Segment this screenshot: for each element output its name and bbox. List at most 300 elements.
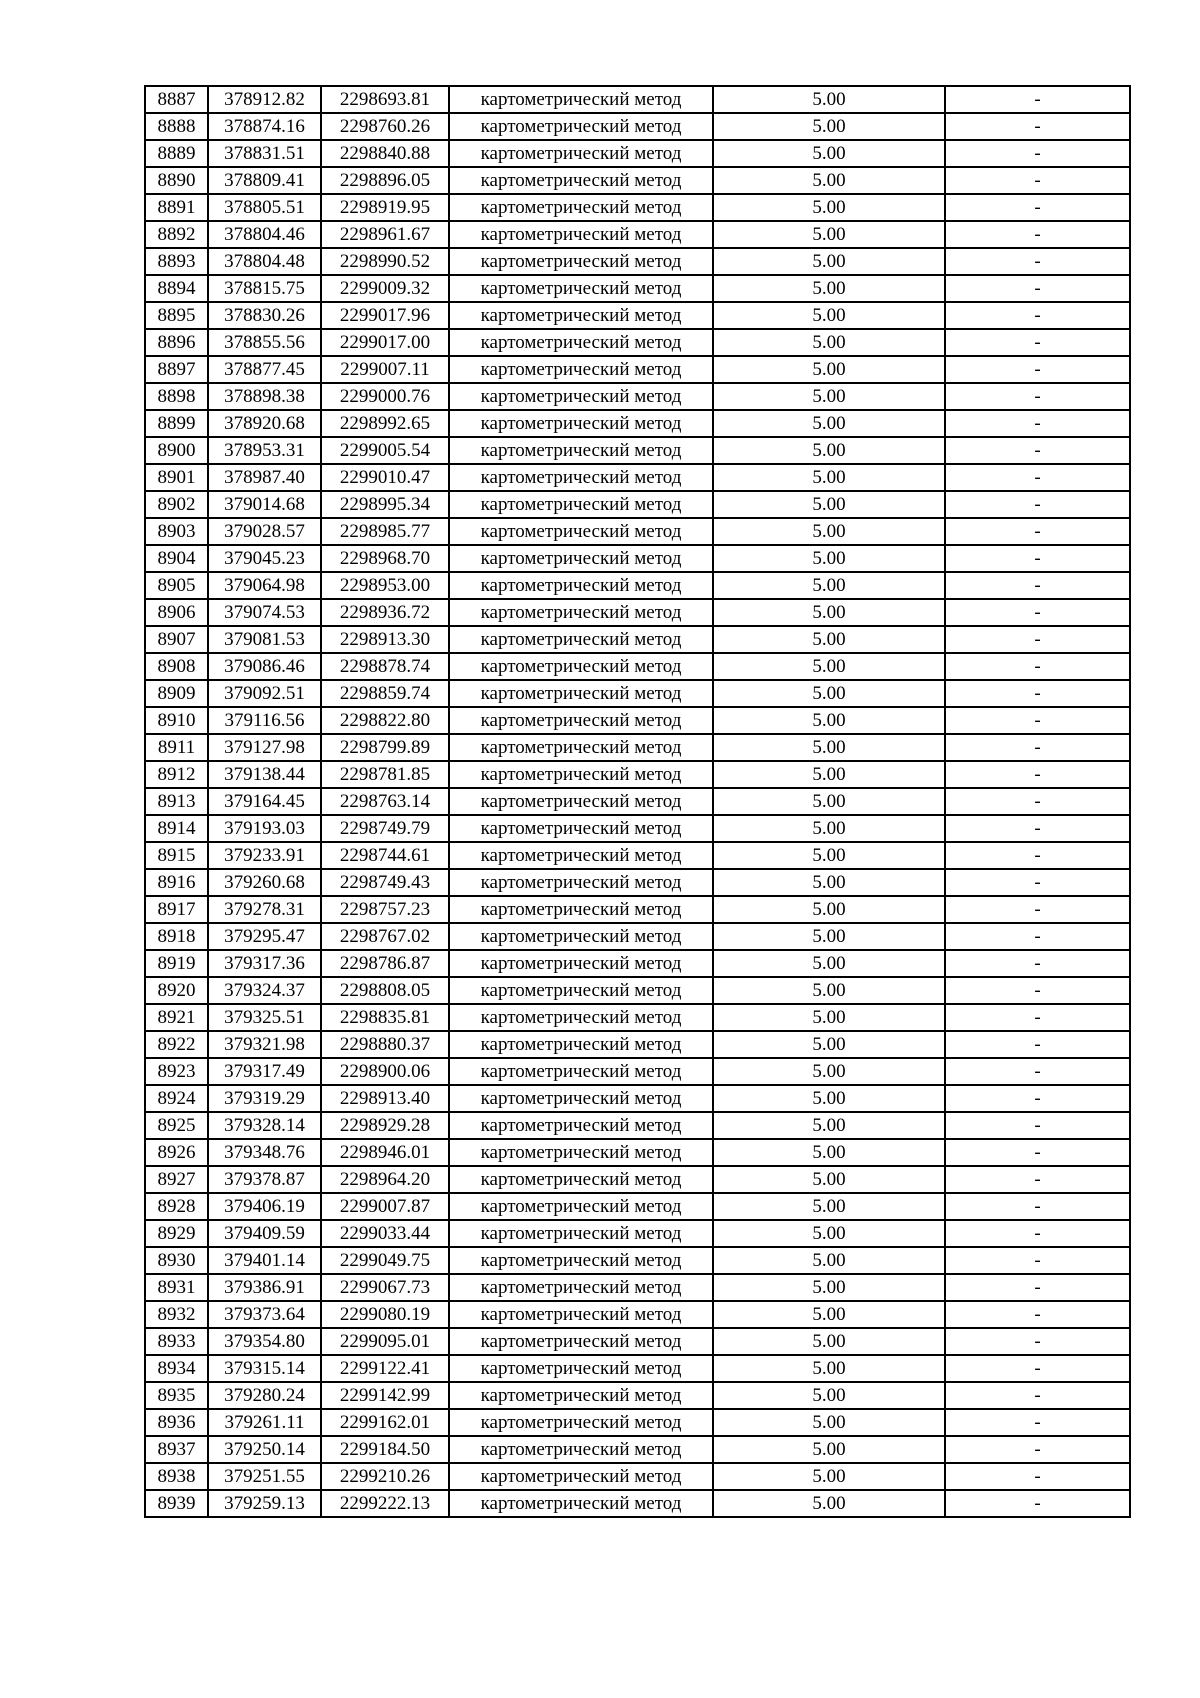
note-cell: -: [945, 734, 1130, 761]
y-coordinate-cell: 2299162.01: [321, 1409, 449, 1436]
table-row: [145, 383, 1130, 410]
table-row: [145, 1004, 1130, 1031]
table-row: [145, 680, 1130, 707]
note-cell: -: [945, 1463, 1130, 1490]
accuracy-cell: 5.00: [713, 1085, 945, 1112]
y-coordinate-cell: 2298767.02: [321, 923, 449, 950]
x-coordinate-cell: 379028.57: [208, 518, 321, 545]
table-row: [145, 653, 1130, 680]
y-coordinate-cell: 2298799.89: [321, 734, 449, 761]
y-coordinate-cell: 2298763.14: [321, 788, 449, 815]
point-number-cell: 8889: [145, 140, 208, 167]
table-row: [145, 356, 1130, 383]
method-cell: картометрический метод: [449, 599, 713, 626]
note-cell: -: [945, 1409, 1130, 1436]
accuracy-cell: 5.00: [713, 1328, 945, 1355]
note-cell: -: [945, 653, 1130, 680]
table-row: [145, 923, 1130, 950]
point-number-cell: 8899: [145, 410, 208, 437]
x-coordinate-cell: 379233.91: [208, 842, 321, 869]
note-cell: -: [945, 1004, 1130, 1031]
table-row: [145, 491, 1130, 518]
y-coordinate-cell: 2298781.85: [321, 761, 449, 788]
table-row: [145, 869, 1130, 896]
accuracy-cell: 5.00: [713, 1355, 945, 1382]
method-cell: картометрический метод: [449, 1436, 713, 1463]
table-row: [145, 950, 1130, 977]
method-cell: картометрический метод: [449, 1409, 713, 1436]
point-number-cell: 8938: [145, 1463, 208, 1490]
table-row: [145, 410, 1130, 437]
point-number-cell: 8890: [145, 167, 208, 194]
accuracy-cell: 5.00: [713, 1112, 945, 1139]
method-cell: картометрический метод: [449, 437, 713, 464]
table-row: [145, 167, 1130, 194]
point-number-cell: 8935: [145, 1382, 208, 1409]
x-coordinate-cell: 378804.48: [208, 248, 321, 275]
method-cell: картометрический метод: [449, 761, 713, 788]
method-cell: картометрический метод: [449, 869, 713, 896]
x-coordinate-cell: 378830.26: [208, 302, 321, 329]
method-cell: картометрический метод: [449, 1490, 713, 1517]
y-coordinate-cell: 2298822.80: [321, 707, 449, 734]
x-coordinate-cell: 379386.91: [208, 1274, 321, 1301]
x-coordinate-cell: 379317.36: [208, 950, 321, 977]
method-cell: картометрический метод: [449, 1166, 713, 1193]
note-cell: -: [945, 1247, 1130, 1274]
accuracy-cell: 5.00: [713, 1301, 945, 1328]
table-row: [145, 761, 1130, 788]
note-cell: -: [945, 1166, 1130, 1193]
point-number-cell: 8924: [145, 1085, 208, 1112]
method-cell: картометрический метод: [449, 1247, 713, 1274]
accuracy-cell: 5.00: [713, 1166, 945, 1193]
note-cell: -: [945, 329, 1130, 356]
method-cell: картометрический метод: [449, 383, 713, 410]
x-coordinate-cell: 379315.14: [208, 1355, 321, 1382]
accuracy-cell: 5.00: [713, 761, 945, 788]
note-cell: -: [945, 1220, 1130, 1247]
method-cell: картометрический метод: [449, 923, 713, 950]
y-coordinate-cell: 2299005.54: [321, 437, 449, 464]
point-number-cell: 8901: [145, 464, 208, 491]
note-cell: -: [945, 1490, 1130, 1517]
x-coordinate-cell: 379074.53: [208, 599, 321, 626]
note-cell: -: [945, 248, 1130, 275]
method-cell: картометрический метод: [449, 1463, 713, 1490]
y-coordinate-cell: 2298992.65: [321, 410, 449, 437]
table-row: [145, 275, 1130, 302]
note-cell: -: [945, 680, 1130, 707]
note-cell: -: [945, 113, 1130, 140]
method-cell: картометрический метод: [449, 1031, 713, 1058]
accuracy-cell: 5.00: [713, 194, 945, 221]
method-cell: картометрический метод: [449, 113, 713, 140]
table-row: [145, 437, 1130, 464]
y-coordinate-cell: 2299080.19: [321, 1301, 449, 1328]
note-cell: -: [945, 1274, 1130, 1301]
method-cell: картометрический метод: [449, 896, 713, 923]
method-cell: картометрический метод: [449, 1112, 713, 1139]
method-cell: картометрический метод: [449, 1139, 713, 1166]
method-cell: картометрический метод: [449, 1004, 713, 1031]
table-row: [145, 626, 1130, 653]
table-row: [145, 1463, 1130, 1490]
y-coordinate-cell: 2299017.96: [321, 302, 449, 329]
accuracy-cell: 5.00: [713, 140, 945, 167]
x-coordinate-cell: 379325.51: [208, 1004, 321, 1031]
accuracy-cell: 5.00: [713, 1247, 945, 1274]
table-row: [145, 221, 1130, 248]
method-cell: картометрический метод: [449, 1274, 713, 1301]
method-cell: картометрический метод: [449, 815, 713, 842]
point-number-cell: 8916: [145, 869, 208, 896]
accuracy-cell: 5.00: [713, 302, 945, 329]
accuracy-cell: 5.00: [713, 437, 945, 464]
note-cell: -: [945, 923, 1130, 950]
x-coordinate-cell: 379295.47: [208, 923, 321, 950]
note-cell: -: [945, 383, 1130, 410]
note-cell: -: [945, 977, 1130, 1004]
method-cell: картометрический метод: [449, 356, 713, 383]
method-cell: картометрический метод: [449, 842, 713, 869]
note-cell: -: [945, 194, 1130, 221]
x-coordinate-cell: 379328.14: [208, 1112, 321, 1139]
point-number-cell: 8927: [145, 1166, 208, 1193]
y-coordinate-cell: 2298995.34: [321, 491, 449, 518]
note-cell: -: [945, 410, 1130, 437]
table-row: [145, 1085, 1130, 1112]
method-cell: картометрический метод: [449, 626, 713, 653]
y-coordinate-cell: 2298985.77: [321, 518, 449, 545]
point-number-cell: 8909: [145, 680, 208, 707]
table-row: [145, 896, 1130, 923]
y-coordinate-cell: 2299184.50: [321, 1436, 449, 1463]
accuracy-cell: 5.00: [713, 599, 945, 626]
point-number-cell: 8891: [145, 194, 208, 221]
accuracy-cell: 5.00: [713, 707, 945, 734]
accuracy-cell: 5.00: [713, 356, 945, 383]
method-cell: картометрический метод: [449, 1085, 713, 1112]
method-cell: картометрический метод: [449, 464, 713, 491]
point-number-cell: 8911: [145, 734, 208, 761]
x-coordinate-cell: 378898.38: [208, 383, 321, 410]
coordinates-table: [144, 85, 1131, 1518]
x-coordinate-cell: 379401.14: [208, 1247, 321, 1274]
method-cell: картометрический метод: [449, 140, 713, 167]
table-row: [145, 1274, 1130, 1301]
y-coordinate-cell: 2298749.79: [321, 815, 449, 842]
point-number-cell: 8913: [145, 788, 208, 815]
accuracy-cell: 5.00: [713, 842, 945, 869]
point-number-cell: 8931: [145, 1274, 208, 1301]
x-coordinate-cell: 379260.68: [208, 869, 321, 896]
x-coordinate-cell: 379348.76: [208, 1139, 321, 1166]
x-coordinate-cell: 379138.44: [208, 761, 321, 788]
method-cell: картометрический метод: [449, 734, 713, 761]
y-coordinate-cell: 2299095.01: [321, 1328, 449, 1355]
x-coordinate-cell: 378809.41: [208, 167, 321, 194]
point-number-cell: 8939: [145, 1490, 208, 1517]
y-coordinate-cell: 2298808.05: [321, 977, 449, 1004]
x-coordinate-cell: 379250.14: [208, 1436, 321, 1463]
x-coordinate-cell: 378987.40: [208, 464, 321, 491]
accuracy-cell: 5.00: [713, 410, 945, 437]
table-row: [145, 1058, 1130, 1085]
point-number-cell: 8933: [145, 1328, 208, 1355]
note-cell: -: [945, 1382, 1130, 1409]
point-number-cell: 8932: [145, 1301, 208, 1328]
accuracy-cell: 5.00: [713, 1436, 945, 1463]
point-number-cell: 8912: [145, 761, 208, 788]
x-coordinate-cell: 378831.51: [208, 140, 321, 167]
method-cell: картометрический метод: [449, 1220, 713, 1247]
note-cell: -: [945, 275, 1130, 302]
x-coordinate-cell: 379116.56: [208, 707, 321, 734]
note-cell: -: [945, 302, 1130, 329]
note-cell: -: [945, 788, 1130, 815]
note-cell: -: [945, 572, 1130, 599]
method-cell: картометрический метод: [449, 1355, 713, 1382]
y-coordinate-cell: 2298968.70: [321, 545, 449, 572]
x-coordinate-cell: 379045.23: [208, 545, 321, 572]
note-cell: -: [945, 842, 1130, 869]
note-cell: -: [945, 1085, 1130, 1112]
method-cell: картометрический метод: [449, 1193, 713, 1220]
y-coordinate-cell: 2299009.32: [321, 275, 449, 302]
method-cell: картометрический метод: [449, 329, 713, 356]
point-number-cell: 8907: [145, 626, 208, 653]
table-row: [145, 518, 1130, 545]
y-coordinate-cell: 2298961.67: [321, 221, 449, 248]
note-cell: -: [945, 1193, 1130, 1220]
y-coordinate-cell: 2298953.00: [321, 572, 449, 599]
note-cell: -: [945, 167, 1130, 194]
x-coordinate-cell: 379319.29: [208, 1085, 321, 1112]
point-number-cell: 8937: [145, 1436, 208, 1463]
y-coordinate-cell: 2299007.87: [321, 1193, 449, 1220]
y-coordinate-cell: 2299210.26: [321, 1463, 449, 1490]
accuracy-cell: 5.00: [713, 221, 945, 248]
accuracy-cell: 5.00: [713, 329, 945, 356]
accuracy-cell: 5.00: [713, 1004, 945, 1031]
point-number-cell: 8922: [145, 1031, 208, 1058]
point-number-cell: 8897: [145, 356, 208, 383]
point-number-cell: 8908: [145, 653, 208, 680]
x-coordinate-cell: 379261.11: [208, 1409, 321, 1436]
y-coordinate-cell: 2299007.11: [321, 356, 449, 383]
note-cell: -: [945, 950, 1130, 977]
x-coordinate-cell: 379406.19: [208, 1193, 321, 1220]
table-row: [145, 329, 1130, 356]
y-coordinate-cell: 2299122.41: [321, 1355, 449, 1382]
note-cell: -: [945, 1436, 1130, 1463]
point-number-cell: 8892: [145, 221, 208, 248]
note-cell: -: [945, 1328, 1130, 1355]
point-number-cell: 8934: [145, 1355, 208, 1382]
point-number-cell: 8896: [145, 329, 208, 356]
table-row: [145, 734, 1130, 761]
y-coordinate-cell: 2298786.87: [321, 950, 449, 977]
note-cell: -: [945, 545, 1130, 572]
x-coordinate-cell: 378804.46: [208, 221, 321, 248]
table-row: [145, 1139, 1130, 1166]
point-number-cell: 8918: [145, 923, 208, 950]
method-cell: картометрический метод: [449, 707, 713, 734]
note-cell: -: [945, 1139, 1130, 1166]
x-coordinate-cell: 379354.80: [208, 1328, 321, 1355]
point-number-cell: 8900: [145, 437, 208, 464]
x-coordinate-cell: 379324.37: [208, 977, 321, 1004]
accuracy-cell: 5.00: [713, 1274, 945, 1301]
y-coordinate-cell: 2299033.44: [321, 1220, 449, 1247]
method-cell: картометрический метод: [449, 653, 713, 680]
point-number-cell: 8936: [145, 1409, 208, 1436]
y-coordinate-cell: 2298919.95: [321, 194, 449, 221]
x-coordinate-cell: 379280.24: [208, 1382, 321, 1409]
point-number-cell: 8910: [145, 707, 208, 734]
method-cell: картометрический метод: [449, 248, 713, 275]
accuracy-cell: 5.00: [713, 167, 945, 194]
point-number-cell: 8929: [145, 1220, 208, 1247]
method-cell: картометрический метод: [449, 1328, 713, 1355]
x-coordinate-cell: 379378.87: [208, 1166, 321, 1193]
method-cell: картометрический метод: [449, 167, 713, 194]
table-row: [145, 113, 1130, 140]
x-coordinate-cell: 379127.98: [208, 734, 321, 761]
table-row: [145, 1355, 1130, 1382]
x-coordinate-cell: 379164.45: [208, 788, 321, 815]
y-coordinate-cell: 2298757.23: [321, 896, 449, 923]
note-cell: -: [945, 491, 1130, 518]
point-number-cell: 8919: [145, 950, 208, 977]
accuracy-cell: 5.00: [713, 1139, 945, 1166]
note-cell: -: [945, 86, 1130, 113]
point-number-cell: 8930: [145, 1247, 208, 1274]
table-row: [145, 1301, 1130, 1328]
accuracy-cell: 5.00: [713, 1463, 945, 1490]
point-number-cell: 8894: [145, 275, 208, 302]
x-coordinate-cell: 379086.46: [208, 653, 321, 680]
point-number-cell: 8915: [145, 842, 208, 869]
accuracy-cell: 5.00: [713, 275, 945, 302]
table-row: [145, 788, 1130, 815]
method-cell: картометрический метод: [449, 1301, 713, 1328]
note-cell: -: [945, 599, 1130, 626]
accuracy-cell: 5.00: [713, 491, 945, 518]
table-row: [145, 1220, 1130, 1247]
x-coordinate-cell: 379317.49: [208, 1058, 321, 1085]
accuracy-cell: 5.00: [713, 1058, 945, 1085]
accuracy-cell: 5.00: [713, 248, 945, 275]
method-cell: картометрический метод: [449, 950, 713, 977]
x-coordinate-cell: 378920.68: [208, 410, 321, 437]
accuracy-cell: 5.00: [713, 518, 945, 545]
note-cell: -: [945, 761, 1130, 788]
note-cell: -: [945, 626, 1130, 653]
method-cell: картометрический метод: [449, 680, 713, 707]
x-coordinate-cell: 379321.98: [208, 1031, 321, 1058]
accuracy-cell: 5.00: [713, 1382, 945, 1409]
note-cell: -: [945, 221, 1130, 248]
x-coordinate-cell: 379064.98: [208, 572, 321, 599]
accuracy-cell: 5.00: [713, 950, 945, 977]
table-row: [145, 707, 1130, 734]
accuracy-cell: 5.00: [713, 788, 945, 815]
x-coordinate-cell: 379081.53: [208, 626, 321, 653]
coordinates-table-body: [145, 86, 1130, 1517]
point-number-cell: 8904: [145, 545, 208, 572]
accuracy-cell: 5.00: [713, 383, 945, 410]
table-row: [145, 1409, 1130, 1436]
table-row: [145, 545, 1130, 572]
x-coordinate-cell: 378912.82: [208, 86, 321, 113]
y-coordinate-cell: 2298929.28: [321, 1112, 449, 1139]
table-row: [145, 1166, 1130, 1193]
y-coordinate-cell: 2298900.06: [321, 1058, 449, 1085]
y-coordinate-cell: 2299010.47: [321, 464, 449, 491]
note-cell: -: [945, 707, 1130, 734]
y-coordinate-cell: 2298835.81: [321, 1004, 449, 1031]
x-coordinate-cell: 379014.68: [208, 491, 321, 518]
accuracy-cell: 5.00: [713, 923, 945, 950]
note-cell: -: [945, 140, 1130, 167]
accuracy-cell: 5.00: [713, 113, 945, 140]
x-coordinate-cell: 378815.75: [208, 275, 321, 302]
table-row: [145, 1112, 1130, 1139]
accuracy-cell: 5.00: [713, 653, 945, 680]
y-coordinate-cell: 2298990.52: [321, 248, 449, 275]
y-coordinate-cell: 2298878.74: [321, 653, 449, 680]
table-row: [145, 842, 1130, 869]
note-cell: -: [945, 437, 1130, 464]
note-cell: -: [945, 1355, 1130, 1382]
y-coordinate-cell: 2298693.81: [321, 86, 449, 113]
accuracy-cell: 5.00: [713, 815, 945, 842]
method-cell: картометрический метод: [449, 194, 713, 221]
x-coordinate-cell: 379409.59: [208, 1220, 321, 1247]
point-number-cell: 8914: [145, 815, 208, 842]
x-coordinate-cell: 379193.03: [208, 815, 321, 842]
accuracy-cell: 5.00: [713, 734, 945, 761]
method-cell: картометрический метод: [449, 1058, 713, 1085]
method-cell: картометрический метод: [449, 1382, 713, 1409]
method-cell: картометрический метод: [449, 221, 713, 248]
y-coordinate-cell: 2298760.26: [321, 113, 449, 140]
y-coordinate-cell: 2298913.30: [321, 626, 449, 653]
accuracy-cell: 5.00: [713, 977, 945, 1004]
note-cell: -: [945, 869, 1130, 896]
point-number-cell: 8902: [145, 491, 208, 518]
point-number-cell: 8923: [145, 1058, 208, 1085]
table-row: [145, 1193, 1130, 1220]
accuracy-cell: 5.00: [713, 626, 945, 653]
x-coordinate-cell: 379278.31: [208, 896, 321, 923]
point-number-cell: 8898: [145, 383, 208, 410]
point-number-cell: 8895: [145, 302, 208, 329]
x-coordinate-cell: 379251.55: [208, 1463, 321, 1490]
note-cell: -: [945, 1058, 1130, 1085]
table-row: [145, 977, 1130, 1004]
accuracy-cell: 5.00: [713, 1409, 945, 1436]
note-cell: -: [945, 1031, 1130, 1058]
point-number-cell: 8917: [145, 896, 208, 923]
y-coordinate-cell: 2298946.01: [321, 1139, 449, 1166]
table-row: [145, 1328, 1130, 1355]
y-coordinate-cell: 2298913.40: [321, 1085, 449, 1112]
table-row: [145, 1247, 1130, 1274]
y-coordinate-cell: 2298859.74: [321, 680, 449, 707]
